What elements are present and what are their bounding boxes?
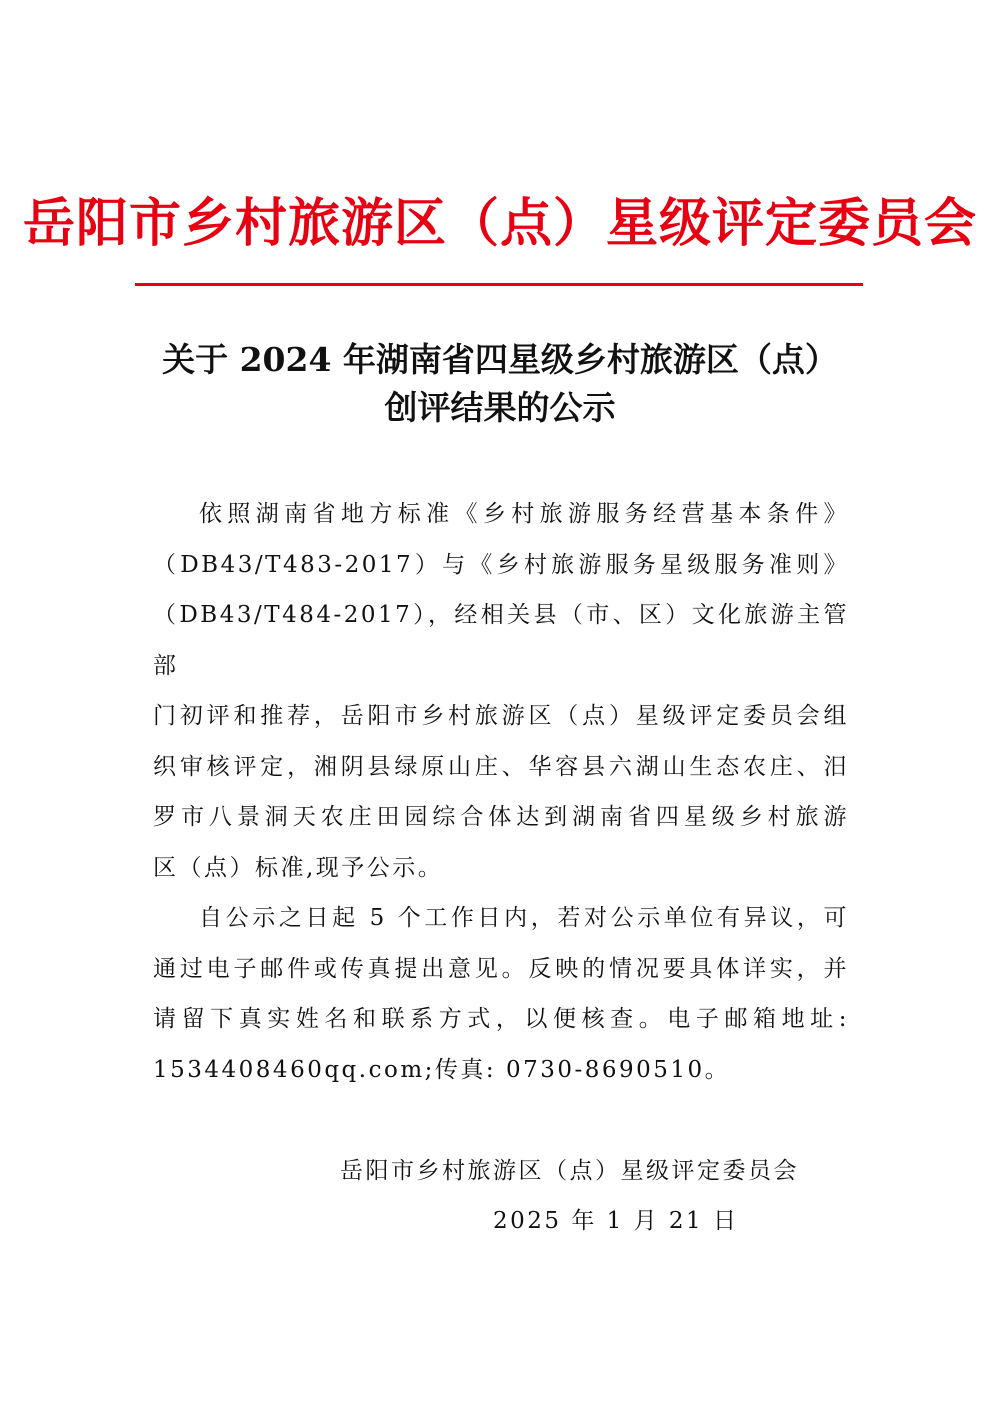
paragraph-line: （DB43/T483-2017）与《乡村旅游服务星级服务准则》 [153, 551, 849, 578]
header-red-rule [135, 283, 863, 286]
issuer-header: 岳阳市乡村旅游区（点）星级评定委员会 [22, 194, 977, 254]
paragraph-line: 依照湖南省地方标准《乡村旅游服务经营基本条件》 [199, 501, 849, 527]
paragraph-line: 1534408460qq.com;传真: 0730-8690510。 [153, 1056, 731, 1083]
paragraph-line: 织审核评定，湘阴县绿原山庄、华容县六湖山生态农庄、汨 [153, 753, 849, 780]
paragraph-line: （DB43/T484-2017），经相关县（市、区）文化旅游主管部 [153, 602, 849, 679]
document-title-line-2: 创评结果的公示 [384, 388, 616, 427]
signature-block [340, 1146, 830, 1246]
paragraph-line: 请留下真实姓名和联系方式，以便核查。电子邮箱地址: [153, 1006, 849, 1032]
signature-organization: 岳阳市乡村旅游区（点）星级评定委员会 [340, 1158, 799, 1184]
document-title-line-1: 关于 2024 年湖南省四星级乡村旅游区（点） [162, 340, 838, 379]
paragraph-2 [153, 893, 849, 1095]
paragraph-line: 自公示之日起 5 个工作日内，若对公示单位有异议，可 [199, 905, 849, 931]
paragraph-line: 通过电子邮件或传真提出意见。反映的情况要具体详实，并 [153, 955, 849, 982]
signature-date: 2025 年 1 月 21 日 [493, 1208, 739, 1234]
document-title [0, 336, 1000, 432]
paragraph-line: 罗市八景洞天农庄田园综合体达到湖南省四星级乡村旅游 [153, 804, 849, 830]
paragraph-1 [153, 489, 849, 893]
paragraph-line: 区（点）标准,现予公示。 [153, 854, 444, 881]
paragraph-line: 门初评和推荐，岳阳市乡村旅游区（点）星级评定委员会组 [153, 703, 849, 729]
document-body [153, 489, 849, 1095]
